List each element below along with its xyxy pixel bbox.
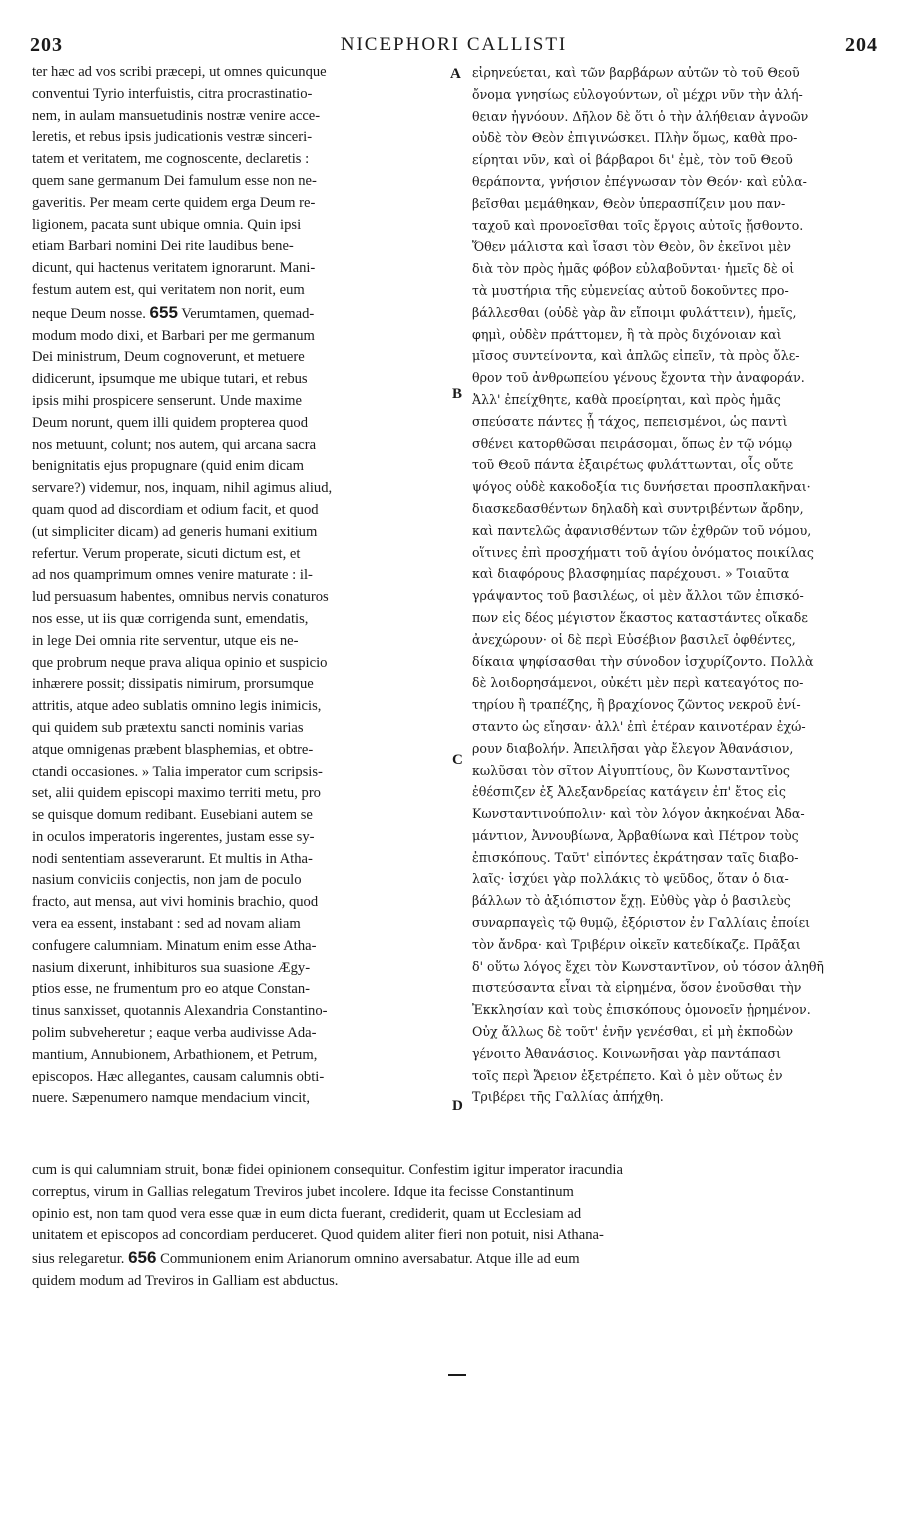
full-width-latin-paragraph [32,1160,882,1293]
end-divider [448,1374,466,1376]
greek-line: κωλῦσαι τὸν σῖτον Αἰγυπτίους, ὃν Κωνσταντῖνος [472,762,790,778]
latin-line: quidem modum ad Treviros in Galliam est abductus. [32,1272,339,1289]
latin-line: nasium dixerunt, inhibituros sua suasione Ægy- [32,959,311,976]
latin-line: modum modo dixi, et Barbari per me germanum [32,327,315,344]
latin-line [32,302,446,326]
greek-line: θεράποντα, γνήσιον ἐπέγνωσαν τὸν Θεόν· καὶ εὐλα- [472,173,807,189]
latin-line: ligionem, pacata sunt ubique omnia. Quin ipsi [32,216,302,233]
latin-line: ipsis mihi prospicere senserunt. Unde maxime [32,392,302,409]
greek-line: σθένει κατορθῶσαι πειράσομαι, ὅπως ἐν τῷ νόμῳ [472,435,793,451]
latin-line: benignitatis ejus propugnare (quid enim dicam [32,458,304,475]
latin-line: conventui Tyrio interfuistis, citra procrastinatio- [32,85,313,102]
greek-line: ψόγος οὐδὲ κακοδοξία τις δυνήσεται προσπλακῆναι· [472,479,811,495]
latin-line: atque omnigenas præbent blasphemias, et obtre- [32,741,314,758]
greek-line: εἰρηνεύεται, καὶ τῶν βαρβάρων αὐτῶν τὸ τοῦ Θεοῦ [472,65,800,80]
latin-line: refertur. Verum properate, sicuti dictum est, et [32,545,301,562]
latin-line: in lege Dei omnia rite serventur, utque eis ne- [32,632,299,649]
latin-line: cum is qui calumniam struit, bonæ fidei opinionem consequitur. Confestim igitur imperator iracundia [32,1162,623,1178]
margin-marker-c: C [452,752,463,768]
greek-line: τοῖς περὶ Ἄρειον ἐξετρέπετο. Καὶ ὁ μὲν οὕτως ἐν [472,1067,783,1083]
greek-line: Κωνσταντινούπολιν· καὶ τὸν λόγον ἀκηκοέναι Ἀδα- [472,806,805,822]
margin-marker-b: B [452,386,463,402]
greek-line: ἀνεχώρουν· οἱ δὲ περὶ Εὐσέβιον βασιλεῖ ὀφθέντες, [472,631,796,647]
latin-line: set, alii quidem episcopi maximo territi metu, pro [32,785,321,802]
greek-line: σταντο ὡς εἴησαν· ἀλλ' ἐπὶ ἑτέραν καινοτέραν ἐχώ- [472,718,806,734]
greek-line: ὄνομα γνησίως εὐλογούντων, οἳ μέχρι νῦν τὴν ἀλή- [472,86,803,102]
greek-line: διὰ τὸν πρὸς ἡμᾶς φόβον εὐλαβοῦνται· ἡμεῖς δὲ οἱ [472,261,795,277]
latin-line: vera ea essent, instabant : sed ad novam aliam [32,916,301,933]
latin-line: nuere. Sæpenumero namque mendacium vincit, [32,1090,311,1107]
greek-line: τηρίου ἢ τραπέζης, ἢ βραχίονος ζῶντος νεκροῦ ἐνί- [472,697,801,713]
latin-line: polim subveheretur ; eaque verba audivisse Ada- [32,1025,317,1042]
greek-column [472,62,892,1108]
greek-line: ρουν διαβολήν. Ἀπειλῆσαι γὰρ ἔλεγον Ἀθανάσιον, [472,740,794,756]
page-number-left: 203 [30,34,63,56]
latin-line: nos esse, ut iis quæ corrigenda sunt, emendatis, [32,610,309,627]
greek-line: διασκεδασθέντων δηλαδὴ καὶ συντριβέντων ἄρδην, [472,500,804,516]
latin-line: nasium conviciis conjectis, non jam de poculo [32,872,302,889]
latin-line: leretis, et rebus ipsis judicationis vestræ sinceri- [32,129,313,146]
greek-line: οὐδὲ τὸν Θεὸν ἐπιγινώσκει. Πλὴν ὅμως, καθὰ προ- [472,130,798,146]
greek-line: ἐθέσπιζεν ἐξ Ἀλεξανδρείας κατάγειν ἐπ' ἔτος εἰς [472,784,786,800]
section-number-656: 656 [128,1248,157,1268]
latin-line: attritis, atque adeo sublatis omnino legis inimicis, [32,698,322,715]
latin-line: qui quidem sub prætextu sancti nominis varias [32,719,304,736]
latin-line: didicerunt, ipsumque me ubique tutari, et rebus [32,371,308,388]
latin-line: tatem et veritatem, me cognoscente, declaretis : [32,151,310,168]
greek-line: θρον τοῦ ἀνθρωπείου γένους ἔχοντα τὴν ἀναφοράν. [472,370,805,386]
greek-line: τὰ μυστήρια τῆς εὐμενείας αὐτοῦ δοκοῦντες προ- [472,282,789,298]
latin-line: lud persuasum habentes, omnibus nervis conaturos [32,589,329,606]
greek-line: μῖσος συντείνοντα, καὶ ἁπλῶς εἰπεῖν, τὰ πρὸς ὄλε- [472,348,800,364]
latin-line: gaveritis. Per meam certe quidem erga Deum re- [32,194,316,211]
latin-line: nem, in aulam mansuetudinis nostræ venire acce- [32,107,321,124]
greek-line: γένοιτο Ἀθανάσιος. Κοινωνῆσαι γὰρ παντάπασι [472,1045,782,1061]
greek-line: βάλλεσθαι (οὐδὲ γὰρ ἂν εἴποιμι φυλάττειν), ἡμεῖς, [472,304,797,320]
page-number-right: 204 [845,34,878,56]
greek-line: Ἐκκλησίαν καὶ τοὺς ἐπισκόπους ὁμονοεῖν ᾑρημένον. [472,1002,811,1018]
greek-line: βάλλων τὸ ἀξιόπιστον ἔχῃ. Εὐθὺς γὰρ ὁ βασιλεὺς [472,893,791,909]
latin-line: fracto, aut mensa, aut vivi hominis brachio, quod [32,894,319,911]
latin-line [32,1247,882,1271]
greek-line: οἵτινες ἐπὶ προσχήματι τοῦ ἁγίου ὀνόματος ποικίλας [472,544,814,560]
latin-text: sius relegaretur. [32,1251,125,1268]
latin-line: tinus sanxisset, quotannis Alexandria Constantino- [32,1003,328,1020]
greek-line: δίκαια ψηφίσασθαι τὴν σύνοδον ἰσχυρίζοντο. Πολλὰ [472,653,814,669]
latin-line: se quisque domum redibant. Eusebiani autem se [32,807,313,824]
greek-line: φημὶ, οὐδὲν πράττομεν, ἢ τὰ πρὸς διχόνοιαν καὶ [472,326,782,342]
latin-line: quam quod ad discordiam et odium facit, et quod [32,501,319,518]
greek-line: δὲ λοιδορησάμενοι, οὐκέτι μὲν περὶ κατεαγότος πο- [472,675,804,691]
latin-line: unitatem et episcopos ad concordiam perduceret. Quod quidem aliter fieri non potuit, nisi Athana- [32,1227,604,1244]
greek-line: καὶ διαφόρους βλασφημίας παρέχουσι. » Τοιαῦτα [472,566,790,582]
latin-line: ad nos quamprimum omnes venire maturate : il- [32,567,313,584]
latin-line: in oculos imperatoris ingerentes, justam esse sy- [32,828,315,845]
greek-line: μάντιον, Ἀννουβίωνα, Ἀρβαθίωνα καὶ Πέτρον τοὺς [472,827,799,843]
greek-line: τοῦ Θεοῦ πάντα ἐξαιρέτως φυλάττωνται, οἷς οὔτε [472,457,794,473]
greek-line: γράψαντος τοῦ βασιλέως, οἱ μὲν ἄλλοι τῶν ἐπισκό- [472,588,804,604]
latin-line: episcopos. Hæc allegantes, causam calumnis obti- [32,1068,325,1085]
greek-line: σπεύσατε πάντες ᾗ τάχος, πεπεισμένοι, ὡς παντὶ [472,413,788,429]
margin-marker-d: D [452,1098,463,1114]
latin-column [32,62,446,1110]
greek-line: δ' οὕτω λόγος ἔχει τὸν Κωνσταντῖνον, οὐ τόσον ἀληθῆ [472,958,824,974]
latin-line: ter hæc ad vos scribi præcepi, ut omnes quicunque [32,64,327,80]
latin-text: Verumtamen, quemad- [181,305,315,322]
greek-line: καὶ παντελῶς ἀφανισθέντων τῶν ἐχθρῶν τοῦ νόμου, [472,522,812,538]
latin-line: servare?) videmur, nos, inquam, nihil agimus aliud, [32,480,333,497]
latin-line: confugere calumniam. Minatum enim esse Atha- [32,937,317,954]
greek-line: θειαν ἠγνόουν. Δῆλον δὲ ὅτι ὁ τὴν ἀλήθειαν ἀγνοῶν [472,108,809,124]
greek-line: Οὐχ ἄλλως δὲ τοῦτ' ἐνῆν γενέσθαι, εἰ μὴ ἐκποδὼν [472,1024,794,1040]
greek-line: ἐπισκόπους. Ταῦτ' εἰπόντες ἐκράτησαν ταῖς διαβο- [472,849,799,865]
latin-line: (ut simpliciter dicam) ad generis humani exitium [32,523,318,540]
greek-line: βεῖσθαι μεμάθηκαν, Θεὸν ὑπερασπίζειν μου παν- [472,195,786,211]
latin-line: correptus, virum in Gallias relegatum Treviros jubet incolere. Idque ita fecisse Constantinum [32,1183,574,1200]
latin-line: que probrum neque prava aliqua opinio et suspicio [32,654,328,671]
latin-line: quem sane germanum Dei famulum esse non ne- [32,172,317,189]
latin-line: dicunt, qui hactenus veritatem ignorarunt. Mani- [32,260,316,277]
page-header [30,28,878,58]
running-title: NICEPHORI CALLISTI [340,34,568,55]
greek-line: τὸν ἄνδρα· καὶ Τριβέριν οἰκεῖν κατεδίκαζε. Πρᾶξαι [472,936,801,952]
latin-line: festum autem est, qui veritatem non norit, eum [32,281,305,298]
greek-line: είρηται νῦν, καὶ οἱ βάρβαροι δι' ἐμὲ, τὸν τοῦ Θεοῦ [472,152,793,168]
latin-line: nos metuunt, colunt; nos autem, qui arcana sacra [32,436,317,453]
latin-line: Deum norunt, quem illi quidem propterea quod [32,414,309,431]
latin-line: Dei ministrum, Deum cognoverunt, et metuere [32,349,305,366]
greek-line: λαῖς· ἰσχύει γὰρ πολλάκις τὸ ψεῦδος, ὅταν ὁ δια- [472,871,789,887]
latin-text: Communionem enim Arianorum omnino aversabatur. Atque ille ad eum [160,1251,580,1268]
latin-line: nodi sententiam asseverarunt. Et multis in Atha- [32,850,313,867]
greek-line: πων εἰς δέος μέγιστον ἕκαστος καταστάντες οἴκαδε [472,609,808,625]
latin-line: inhærere possit; dissipatis nimirum, prorsumque [32,676,314,693]
latin-line: etiam Barbari nomini Dei rite laudibus bene- [32,238,294,255]
latin-line: ptios esse, ne frumentum pro eo atque Constan- [32,981,311,998]
greek-line: ταχοῦ καὶ προνοεῖσθαι τοῖς ἔργοις αὐτοῖς ᾔσθοντο. [472,217,804,233]
greek-line: συναρπαγεὶς τῷ θυμῷ, ἐξόριστον ἐν Γαλλίαις ἐποίει [472,915,811,931]
greek-line: Τριβέρει τῆς Γαλλίας ἀπήχθη. [472,1089,664,1105]
latin-line: mantium, Annubionem, Arbathionem, et Petrum, [32,1046,318,1063]
latin-line: opinio est, non tam quod vera esse quæ in eum dicta fuerant, crediderit, quam ut Ecclesiam ad [32,1205,582,1222]
greek-line: Ὅθεν μάλιστα καὶ ἴσασι τὸν Θεὸν, ὃν ἐκεῖνοι μὲν [472,239,791,255]
greek-line: πιστεύσαντα εἶναι τὰ εἰρημένα, ὅσον ἑνοῦσθαι τὴν [472,980,802,996]
latin-line: ctandi occasiones. » Talia imperator cum scripsis- [32,763,323,780]
margin-marker-a: A [450,66,461,82]
section-number-655: 655 [149,302,178,322]
greek-line: Ἀλλ' ἐπείχθητε, καθὰ προείρηται, καὶ πρὸς ἡμᾶς [472,391,781,407]
latin-text: neque Deum nosse. [32,305,146,322]
